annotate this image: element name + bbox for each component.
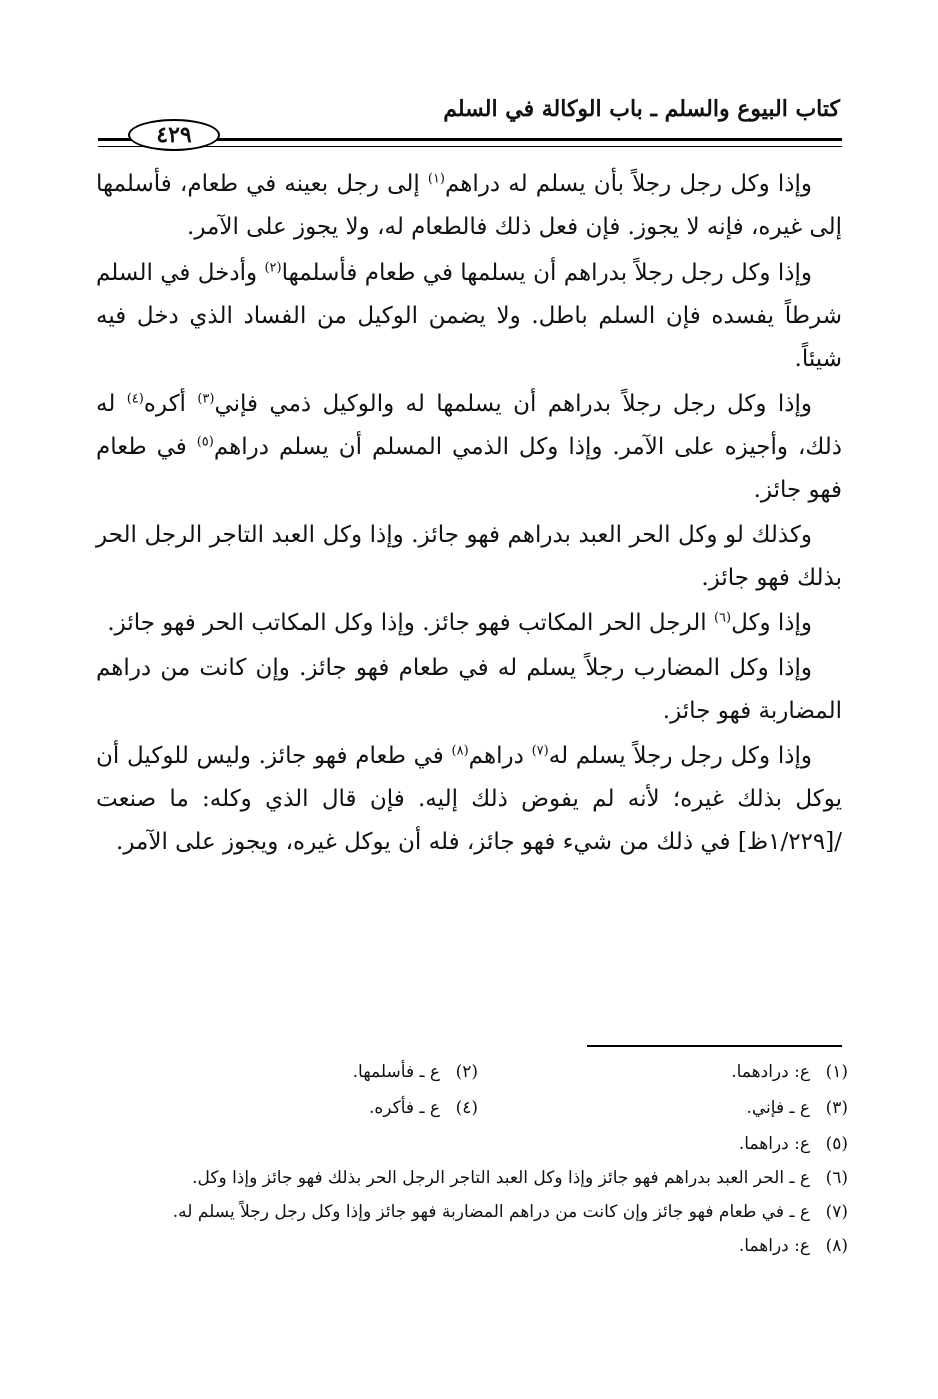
footnote-ref[interactable]: (٧) [531,743,549,759]
text-run: وإذا وكل رجل رجلاً بأن يسلم له دراهم [445,171,812,197]
footnote-number: (١) [825,1062,848,1082]
text-run: وإذا وكل المضارب رجلاً يسلم له في طعام فهو جائز. وإن كانت من دراهم المضاربة فهو جائز. [96,655,842,724]
footnote-ref[interactable]: (٨) [451,743,469,759]
footnote-item [96,1198,848,1226]
text-run: له ذلك، وأجيزه على الآمر. وإذا وكل الذمي المسلم أن يسلم دراهم [96,391,843,460]
footnote-number: (٤) [455,1098,478,1118]
footnote-pair-row [96,1094,848,1130]
footnote-pair-row [96,1058,848,1094]
footnote-number: (٣) [825,1098,848,1118]
footnote-number: (٢) [455,1062,478,1082]
text-run: إلى رجل بعينه في طعام، فأسلمها إلى غيره، فإنه لا يجوز. فإن فعل ذلك فالطعام له، ولا يجوز على الآمر. [96,171,842,240]
running-header: كتاب البيوع والسلم ـ باب الوكالة في السلم [443,96,840,122]
paragraph [96,163,842,249]
footnote-item [478,1094,848,1122]
footnote-text: ع ـ فأسلمها. [352,1062,440,1082]
paragraph [96,383,842,512]
footnote-separator [587,1045,842,1047]
footnote-text: ع ـ فإني. [746,1098,810,1118]
text-run: أكره [143,391,198,417]
text-run: وإذا وكل رجل رجلاً يسلم له [548,743,812,769]
footnote-number: (٧) [825,1202,848,1222]
text-run: في طعام فهو جائز. وليس للوكيل أن يوكل بذلك غيره؛ لأنه لم يفوض ذلك إليه. فإن قال الذي وكله: ما صنعت /[١/٢٢٩ظ] في ذلك من شيء فهو جائز، فله أن يوكل غيره، ويجوز على الآمر. [96,743,842,855]
footnote-number: (٨) [825,1236,848,1256]
text-run: دراهم [468,743,532,769]
footnotes [96,1058,848,1266]
footnote-ref[interactable]: (٤) [126,391,144,407]
footnote-ref[interactable]: (٣) [197,391,215,407]
footnote-ref[interactable]: (٥) [196,434,214,450]
footnote-text: ع ـ فأكره. [368,1098,440,1118]
footnote-ref[interactable]: (٦) [713,610,732,626]
footnote-item [96,1164,848,1192]
text-run: وأدخل في السلم شرطاً يفسده فإن السلم باطل. ولا يضمن الوكيل من الفساد الذي دخل فيه شيئاً. [96,260,842,372]
footnote-text: ع: دراهما. [738,1134,810,1154]
text-run: وكذلك لو وكل الحر العبد بدراهم فهو جائز. وإذا وكل العبد التاجر الرجل الحر بذلك فهو جائز. [96,522,842,591]
footnote-text: ع ـ في طعام فهو جائز وإن كانت من دراهم المضاربة فهو جائز وإذا وكل رجل رجلاً يسلم له. [172,1202,810,1222]
page-number: ٤٢٩ [128,119,220,151]
footnote-ref[interactable]: (٢) [264,260,282,276]
footnote-item [108,1094,478,1122]
text-run: الرجل الحر المكاتب فهو جائز. وإذا وكل المكاتب الحر فهو جائز. [107,610,714,636]
paragraph [96,252,842,381]
main-text [96,163,842,866]
footnote-item [478,1058,848,1086]
footnote-text: ع ـ الحر العبد بدراهم فهو جائز وإذا وكل العبد التاجر الرجل الحر بذلك فهو جائز وإذا وكل. [192,1168,810,1188]
footnote-number: (٦) [825,1168,848,1188]
text-run: في طعام فهو جائز. [96,434,842,503]
text-run: وإذا وكل رجل رجلاً بدراهم أن يسلمها له والوكيل ذمي فإني [214,391,812,417]
footnote-text: ع: دراهما. [738,1236,810,1256]
footnote-number: (٥) [825,1134,848,1154]
text-run: وإذا وكل رجل رجلاً بدراهم أن يسلمها في طعام فأسلمها [281,260,812,286]
paragraph [96,602,842,645]
paragraph [96,735,842,864]
footnote-item [108,1058,478,1086]
footnote-item [96,1130,848,1158]
text-run: وإذا وكل [731,610,812,636]
footnote-ref[interactable]: (١) [427,171,445,187]
paragraph [96,647,842,733]
footnote-text: ع: درادهما. [731,1062,810,1082]
footnote-item [96,1232,848,1260]
paragraph [96,514,842,600]
